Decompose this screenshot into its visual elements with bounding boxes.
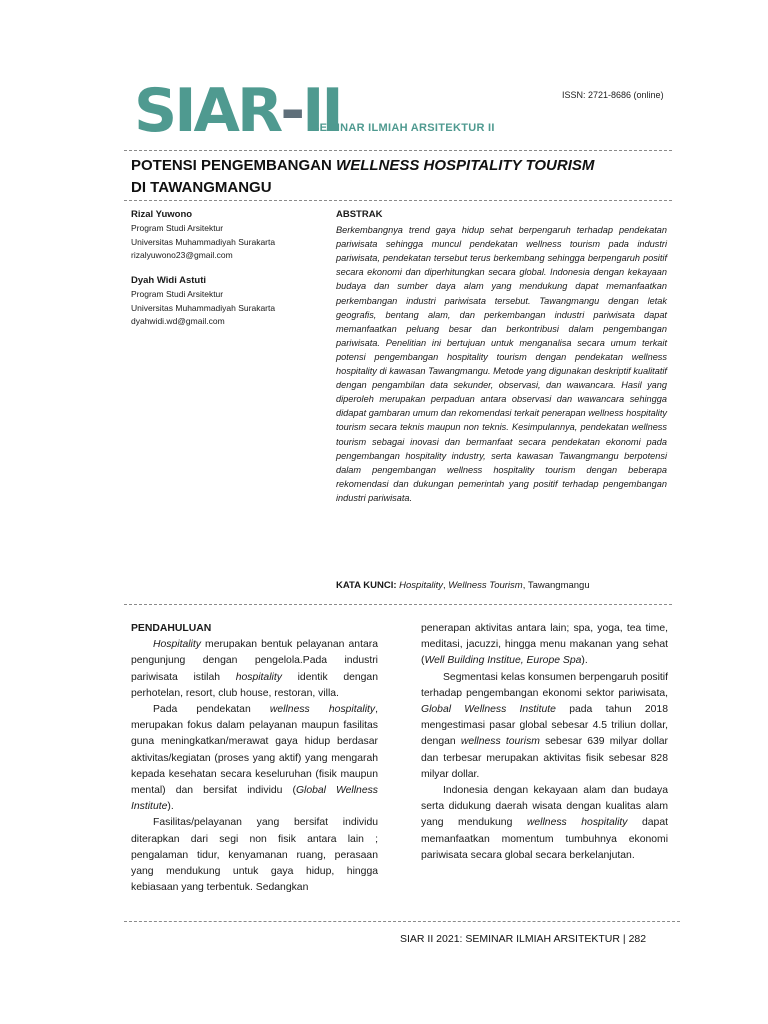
keyword: Wellness Tourism — [448, 580, 523, 591]
page-footer: SIAR II 2021: SEMINAR ILMIAH ARSITEKTUR | 282 — [400, 933, 647, 945]
author-name: Dyah Widi Astuti — [131, 275, 207, 287]
author-name: Rizal Yuwono — [131, 209, 193, 220]
logo-part-siar: SIAR — [134, 76, 281, 146]
abstract-divider — [124, 604, 672, 605]
keyword: Tawangmangu — [527, 580, 590, 591]
author-email[interactable]: rizalyuwono23@gmail.com — [131, 249, 233, 260]
title-line2: DI TAWANGMANGU — [131, 179, 272, 196]
siar-logo — [134, 76, 495, 146]
body-paragraph: Pada pendekatan wellness hospitality, merupakan fokus dalam pelayanan maupun fasilitas guna meningkatkan/merawat gaya hidup berdasar aktivitas/kegiatan (proses yang aktif) yang mengarah kepada kesehatan secara keseluruhan (fisik maupun mental) dan bersifat individu (Global Wellness Institute). — [131, 704, 378, 813]
title-plain: POTENSI PENGEMBANGAN — [131, 157, 337, 174]
paper-title — [131, 155, 676, 199]
keywords-label: KATA KUNCI: — [336, 580, 397, 591]
keyword: Hospitality — [399, 580, 443, 591]
page-number: 282 — [628, 933, 647, 945]
logo-part-ii: II — [302, 76, 341, 146]
abstract-heading: ABSTRAK — [336, 209, 383, 220]
body-paragraph: Indonesia dengan kekayaan alam dan budaya serta didukung daerah wisata dengan kualitas alam yang mendukung wellness hospitality dapat memanfaatkan momentum tumbuhnya ekonomi pariwisata secara global secara berkelanjutan. — [421, 785, 668, 861]
author-email[interactable]: dyahwidi.wd@gmail.com — [131, 316, 225, 327]
logo-subtitle: SEMINAR ILMIAH ARSITEKTUR II — [312, 122, 495, 134]
logo-wordmark — [134, 78, 341, 144]
body-column-left — [131, 621, 378, 896]
title-italic: WELLNESS HOSPITALITY TOURISM — [336, 157, 595, 174]
section-heading: PENDAHULUAN — [131, 623, 212, 634]
logo-part-dash: - — [280, 76, 303, 146]
body-paragraph: penerapan aktivitas antara lain; spa, yoga, tea time, meditasi, jacuzzi, hingga menu makanan yang sehat (Well Building Institue, Europe Spa). — [421, 623, 668, 667]
abstract-text: Berkembangnya trend gaya hidup sehat berpengaruh terhadap pendekatan pariwisata sehingga muncul pendekatan wellness tourism pada industri pariwisata, pendekatan tersebut terus berkembang sehingga berpengaruh positif secara ekonomi dan diperhitungkan secara global. Indonesia dengan kekayaan budaya dan sumber daya alam yang mendukung dapat memanfaatkan perkembangan industri pariwisata tersebut. Tawangmangu dengan letak geografis, bentang alam, dan perkembangan industri pariwisata dapat memanfaatkan peluang besar dan berkontribusi dalam pengembangan pariwisata. Penelitian ini bertujuan untuk menganalisa secara umum terkait potensi pengembangan hospitality tourism dengan pendekatan wellness hospitality di kawasan Tawangmangu. Metode yang digunakan deskriptif kualitatif dengan pengambilan data sekunder, observasi, dan wawancara. Hasil yang diperoleh merupakan perpaduan antara observasi dan wawancara sehingga didapat gambaran umum dan rekomendasi terkait penerapan wellness hospitality tourism secara teknis maupun non teknis. Kesimpulannya, pendekatan wellness tourism sebagai inovasi dan bermanfaat secara pendekatan ekonomi pada pengembangan hospitality industry, serta kawasan Tawangmangu berpotensi dalam pengembangan wellness hospitality tourism dengan beberapa rekomendasi dan dukungan pemerintah yang positif terhadap pengembangan industri pariwisata. — [336, 225, 667, 503]
header-divider — [124, 150, 672, 151]
title-divider — [124, 200, 672, 201]
body-column-right — [421, 621, 668, 864]
author-dept: Program Studi Arsitektur — [131, 223, 224, 234]
abstract-block — [336, 208, 667, 505]
keywords-line: KATA KUNCI: Hospitality, Wellness Tourism, Tawangmangu — [336, 580, 590, 591]
issn-label: ISSN: 2721-8686 (online) — [562, 90, 664, 100]
body-paragraph: Hospitality merupakan bentuk pelayanan antara pengunjung dengan pengelola.Pada industri pariwisata istilah hospitality identik dengan perhotelan, resort, club house, restoran, villa. — [131, 639, 378, 699]
author-univ: Universitas Muhammadiyah Surakarta — [131, 302, 276, 313]
author-dept: Program Studi Arsitektur — [131, 289, 224, 300]
body-paragraph: Fasilitas/pelayanan yang bersifat individu diterapkan dari segi non fisik antara lain ; pengalaman tidur, kenyamanan ruang, perasaan yang mendukung untuk gaya hidup, hingga kebiasaan yang terbentuk. Sedangkan — [131, 817, 378, 894]
author-univ: Universitas Muhammadiyah Surakarta — [131, 236, 276, 247]
footer-title: SIAR II 2021: SEMINAR ILMIAH ARSITEKTUR — [400, 933, 620, 945]
authors-block — [131, 208, 321, 328]
footer-divider — [124, 921, 680, 922]
body-paragraph: Segmentasi kelas konsumen berpengaruh positif terhadap pengembangan ekonomi sektor pariwisata, Global Wellness Institute pada tahun 2018 mengestimasi pasar global sebesar 4.5 triliun dollar, dengan wellness tourism sebesar 639 milyar dollar dan terbesar merupakan aktivitas fisik sebesar 828 milyar dollar. — [421, 671, 668, 780]
